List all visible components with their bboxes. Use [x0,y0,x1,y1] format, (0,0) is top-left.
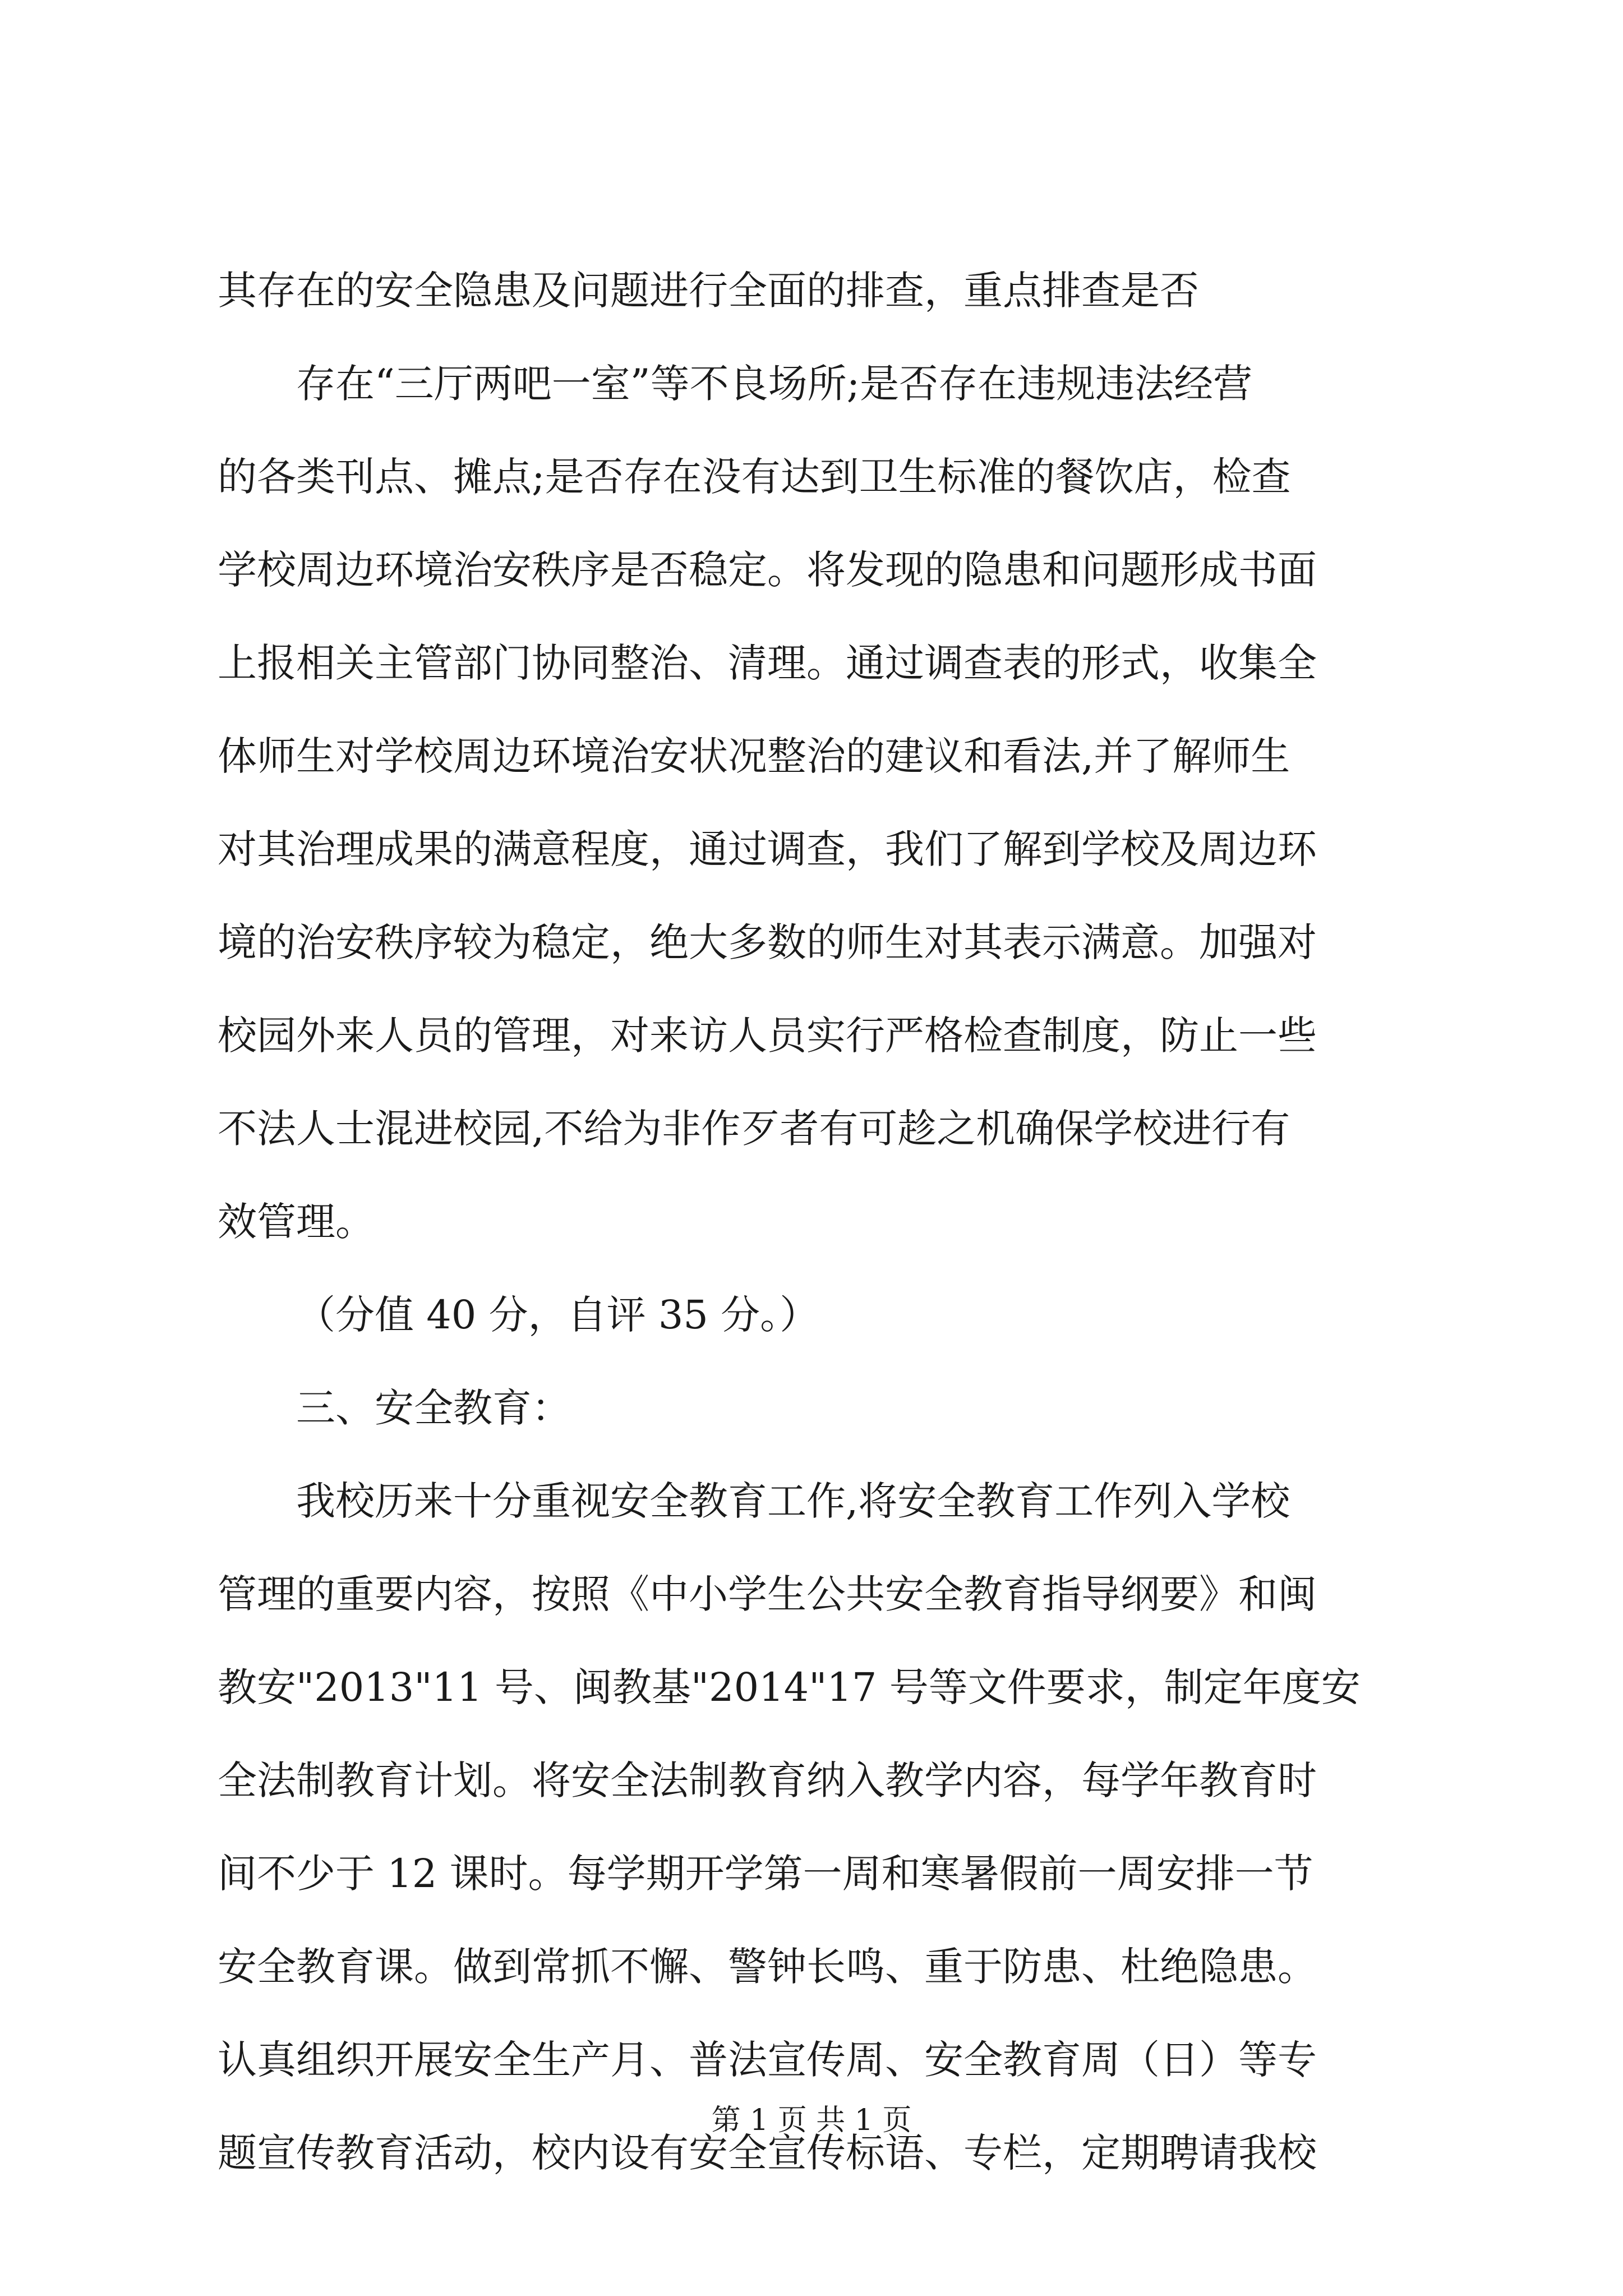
text-line: 对其治理成果的满意程度，通过调查，我们了解到学校及周边环 [218,826,1317,872]
text-line: 管理的重要内容，按照《中小学生公共安全教育指导纲要》和闽 [218,1571,1317,1617]
text-line: 上报相关主管部门协同整治、清理。通过调查表的形式，收集全 [218,640,1317,686]
text-line: 题宣传教育活动，校内设有安全宣传标语、专栏，定期聘请我校 [218,2130,1317,2176]
text-line: 效管理。 [218,1199,375,1245]
text-line: 存在“三厅两吧一室”等不良场所;是否存在违规违法经营 [296,361,1253,407]
text-line: 全法制教育计划。将安全法制教育纳入教学内容，每学年教育时 [218,1757,1317,1803]
document-body [218,264,1429,2219]
text-line: 不法人士混进校园,不给为非作歹者有可趁之机确保学校进行有 [218,1106,1290,1152]
text-line: 其存在的安全隐患及问题进行全面的排查，重点排查是否 [218,268,1199,314]
text-line: 的各类刊点、摊点;是否存在没有达到卫生标准的餐饮店，检查 [218,454,1291,500]
page-footer: 第 1 页 共 1 页 [711,2104,912,2137]
text-line: 我校历来十分重视安全教育工作,将安全教育工作列入学校 [296,1478,1290,1524]
text-line: 境的治安秩序较为稳定，绝大多数的师生对其表示满意。加强对 [218,919,1317,965]
text-line: 认真组织开展安全生产月、普法宣传周、安全教育周（日）等专 [218,2037,1317,2083]
text-line: 体师生对学校周边环境治安状况整治的建议和看法,并了解师生 [218,733,1290,779]
section-heading: 三、安全教育： [296,1385,571,1431]
text-line: 间不少于 12 课时。每学期开学第一周和寒暑假前一周安排一节 [218,1851,1313,1897]
text-line: 校园外来人员的管理，对来访人员实行严格检查制度，防止一些 [218,1013,1317,1059]
score-note: （分值 40 分，自评 35 分。） [296,1292,819,1338]
text-line: 安全教育课。做到常抓不懈、警钟长鸣、重于防患、杜绝隐患。 [218,1944,1317,1990]
text-line: 教安"2013"11 号、闽教基"2014"17 号等文件要求，制定年度安 [218,1664,1361,1710]
text-line: 学校周边环境治安秩序是否稳定。将发现的隐患和问题形成书面 [218,547,1317,593]
